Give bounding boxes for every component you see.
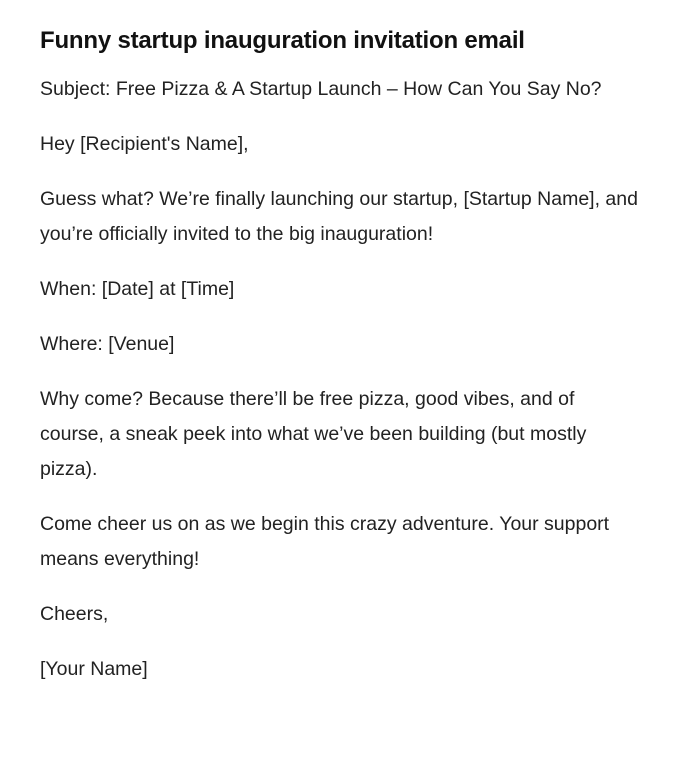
email-subject-line: Subject: Free Pizza & A Startup Launch – How Can You Say No?	[40, 78, 602, 100]
event-where-line: Where: [Venue]	[40, 333, 175, 355]
email-signature: [Your Name]	[40, 658, 148, 680]
email-closing-paragraph: Come cheer us on as we begin this crazy adventure. Your support means everything!	[40, 513, 610, 570]
event-when-line: When: [Date] at [Time]	[40, 278, 235, 300]
email-reason-paragraph: Why come? Because there’ll be free pizza, good vibes, and of course, a sneak peek into what we’ve been building (but mostly pizza).	[40, 388, 587, 480]
email-document	[40, 24, 640, 707]
document-title: Funny startup inauguration invitation email	[40, 27, 525, 54]
email-sign-off: Cheers,	[40, 603, 109, 625]
email-greeting: Hey [Recipient's Name],	[40, 133, 249, 155]
email-intro-paragraph: Guess what? We’re finally launching our startup, [Startup Name], and you’re officially invited to the big inauguration!	[40, 188, 638, 245]
